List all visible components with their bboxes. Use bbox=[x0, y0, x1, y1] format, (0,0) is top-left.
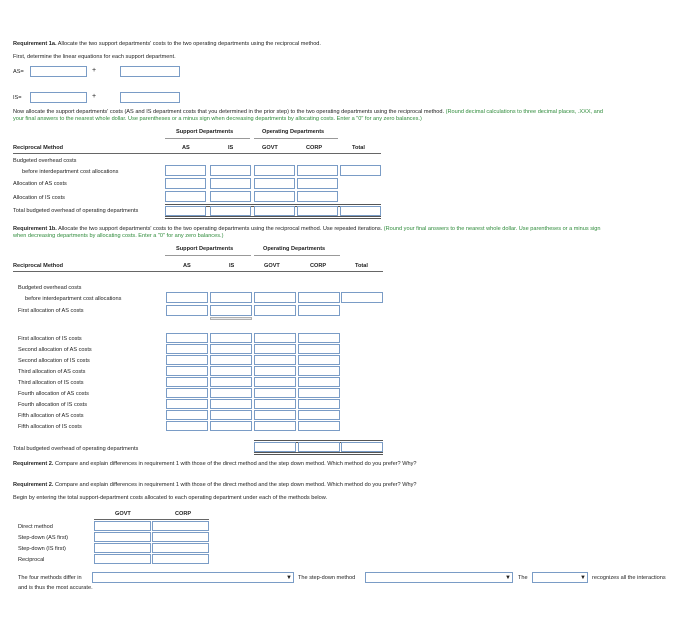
req1b-as-allocation-input[interactable] bbox=[166, 333, 208, 343]
req1a-as-total-input[interactable] bbox=[165, 206, 206, 216]
req1b-method-header: Reciprocal Method bbox=[13, 263, 64, 269]
req1b-title-text: Allocate the two support departments' costs to the two operating departments using the reciprocal method. Use repeated iterations. bbox=[58, 226, 383, 232]
req1a-govt-alloc-as-input[interactable] bbox=[254, 178, 295, 189]
req1a-row-label: Allocation of AS costs bbox=[13, 181, 67, 187]
req2a-heading bbox=[13, 461, 417, 468]
req1a-is-alloc-is-input[interactable] bbox=[210, 191, 251, 202]
req1a-rounding-note-2: your final answers to the nearest whole dollar. Use parentheses or a minus sign when decreasing departments by allocating costs. Enter a "0" for any zero balances.) bbox=[13, 116, 422, 122]
methods-differ-dropdown[interactable] bbox=[92, 572, 294, 583]
req1a-col-is: IS bbox=[228, 145, 234, 151]
req1b-as-allocation-input[interactable] bbox=[166, 399, 208, 409]
req2b-direct-govt-input[interactable] bbox=[94, 521, 151, 531]
req1a-title-text: Allocate the two support departments' costs to the two operating departments using the reciprocal method. bbox=[57, 41, 321, 47]
req1b-total-label: Total budgeted overhead of operating departments bbox=[13, 446, 139, 452]
req2b-row-label: Direct method bbox=[18, 524, 53, 530]
req1b-as-allocation-input[interactable] bbox=[166, 421, 208, 431]
chevron-down-icon: ▼ bbox=[286, 575, 292, 581]
req1a-title: Requirement 1a. bbox=[13, 41, 57, 47]
as-equation-label: AS= bbox=[13, 69, 24, 75]
req1a-operating-departments-header: Operating Departments bbox=[262, 129, 325, 135]
req1b-is-allocation-input[interactable] bbox=[210, 421, 252, 431]
req1b-govt-first-as-input[interactable] bbox=[254, 305, 296, 316]
req1b-rounding-note-2: when decreasing departments by allocating costs. Enter a "0" for any zero balances.) bbox=[13, 233, 224, 239]
req1b-corp-allocation-input[interactable] bbox=[298, 377, 340, 387]
req1b-is-allocation-input[interactable] bbox=[210, 399, 252, 409]
req1a-header-rule bbox=[13, 153, 381, 154]
req1b-total-budgeted-input[interactable] bbox=[341, 292, 383, 303]
step-down-dropdown[interactable] bbox=[365, 572, 513, 583]
req2b-stepis-govt-input[interactable] bbox=[94, 543, 151, 553]
req2a-text: Compare and explain differences in requirement 1 with those of the direct method and the step down method. Which method do you prefer? Why? bbox=[54, 461, 417, 467]
req1b-govt-budgeted-input[interactable] bbox=[254, 292, 296, 303]
req1b-corp-allocation-input[interactable] bbox=[298, 366, 340, 376]
req1a-intro: First, determine the linear equations for each support department. bbox=[13, 54, 176, 60]
req2a-title: Requirement 2. bbox=[13, 461, 54, 467]
req2b-direct-corp-input[interactable] bbox=[152, 521, 209, 531]
req1b-govt-allocation-input[interactable] bbox=[254, 377, 296, 387]
req1b-as-allocation-input[interactable] bbox=[166, 355, 208, 365]
req1b-is-allocation-input[interactable] bbox=[210, 366, 252, 376]
as-equation-input-2[interactable] bbox=[120, 66, 180, 77]
req1b-operating-underline bbox=[254, 255, 340, 256]
req1b-is-allocation-input[interactable] bbox=[210, 344, 252, 354]
as-equation-input-1[interactable] bbox=[30, 66, 87, 77]
req1a-col-total: Total bbox=[352, 145, 365, 151]
req1a-corp-alloc-as-input[interactable] bbox=[297, 178, 338, 189]
req1a-support-underline bbox=[165, 138, 250, 139]
req1b-is-allocation-input[interactable] bbox=[210, 355, 252, 365]
req1b-govt-allocation-input[interactable] bbox=[254, 355, 296, 365]
req1a-method-header: Reciprocal Method bbox=[13, 145, 64, 151]
req1b-corp-allocation-input[interactable] bbox=[298, 344, 340, 354]
req1a-support-departments-header: Support Departments bbox=[176, 129, 234, 135]
req1b-rounding-note: (Round your final answers to the nearest whole dollar. Use parentheses or a minus sign bbox=[383, 226, 601, 232]
req1a-col-govt: GOVT bbox=[262, 145, 278, 151]
req2b-sentence-start: The four methods differ in bbox=[18, 575, 82, 581]
req1b-row-label: First allocation of AS costs bbox=[18, 308, 84, 314]
req1b-corp-budgeted-input[interactable] bbox=[298, 292, 340, 303]
req1a-instructions-text: Now allocate the support departments' costs (AS and IS department costs that you determined in the prior step) to the two operating departments using the reciprocal method. bbox=[13, 109, 445, 115]
req1a-instructions bbox=[13, 109, 603, 116]
req1a-row-label: before interdepartment cost allocations bbox=[22, 169, 119, 175]
req1a-corp-alloc-is-input[interactable] bbox=[297, 191, 338, 202]
req1b-as-first-as-input[interactable] bbox=[166, 305, 208, 316]
req2b-col-govt: GOVT bbox=[115, 511, 131, 517]
req1b-header-rule bbox=[13, 271, 383, 272]
req1b-as-budgeted-input[interactable] bbox=[166, 292, 208, 303]
req1b-govt-allocation-input[interactable] bbox=[254, 421, 296, 431]
req1b-col-corp: CORP bbox=[310, 263, 327, 269]
req1a-as-budgeted-input[interactable] bbox=[165, 165, 206, 176]
req2b-text: Compare and explain differences in requirement 1 with those of the direct method and the step down method. Which method do you prefer? Why? bbox=[54, 482, 417, 488]
req1b-govt-allocation-input[interactable] bbox=[254, 366, 296, 376]
req1b-as-allocation-input[interactable] bbox=[166, 410, 208, 420]
req2b-stepas-govt-input[interactable] bbox=[94, 532, 151, 542]
req1a-as-alloc-is-input[interactable] bbox=[165, 191, 206, 202]
req2b-recip-govt-input[interactable] bbox=[94, 554, 151, 564]
req1b-govt-allocation-input[interactable] bbox=[254, 410, 296, 420]
req2b-step-down-label: The step-down method bbox=[298, 575, 356, 581]
req1b-row-label: before interdepartment cost allocations bbox=[25, 296, 122, 302]
req1a-total-budgeted-input[interactable] bbox=[340, 165, 381, 176]
req1a-col-as: AS bbox=[182, 145, 190, 151]
req1b-title: Requirement 1b. bbox=[13, 226, 57, 232]
req1b-is-allocation-input[interactable] bbox=[210, 410, 252, 420]
req1b-row-label: Fifth allocation of AS costs bbox=[18, 413, 84, 419]
req1b-corp-allocation-input[interactable] bbox=[298, 421, 340, 431]
req2b-row-label: Reciprocal bbox=[18, 557, 45, 563]
req1b-corp-total-input[interactable] bbox=[298, 442, 340, 452]
chevron-down-icon: ▼ bbox=[580, 575, 586, 581]
req1a-corp-budgeted-input[interactable] bbox=[297, 165, 338, 176]
req1b-col-is: IS bbox=[229, 263, 235, 269]
is-equation-input-2[interactable] bbox=[120, 92, 180, 103]
req1a-govt-budgeted-input[interactable] bbox=[254, 165, 295, 176]
req1a-col-corp: CORP bbox=[306, 145, 323, 151]
req1a-corp-total-input[interactable] bbox=[297, 206, 338, 216]
req1b-row-label: Fourth allocation of IS costs bbox=[18, 402, 88, 408]
req1b-total-total-input[interactable] bbox=[341, 442, 383, 452]
req1b-is-first-as-input[interactable] bbox=[210, 305, 252, 316]
req1a-govt-alloc-is-input[interactable] bbox=[254, 191, 295, 202]
req1b-as-allocation-input[interactable] bbox=[166, 344, 208, 354]
req1b-govt-allocation-input[interactable] bbox=[254, 399, 296, 409]
req1a-rounding-note: (Round decimal calculations to three decimal places, .XXX, and bbox=[445, 109, 603, 115]
req2b-title: Requirement 2. bbox=[13, 482, 54, 488]
req1b-govt-allocation-input[interactable] bbox=[254, 388, 296, 398]
req1b-govt-allocation-input[interactable] bbox=[254, 344, 296, 354]
req1b-corp-allocation-input[interactable] bbox=[298, 355, 340, 365]
req2b-header-rule bbox=[94, 519, 209, 520]
req1b-row-label: Second allocation of AS costs bbox=[18, 347, 92, 353]
req2b-recognizes-label: recognizes all the interactions bbox=[592, 575, 666, 581]
req1b-heading bbox=[13, 226, 601, 233]
req2b-intro: Begin by entering the total support-department costs allocated to each operating department under each of the methods below. bbox=[13, 495, 328, 501]
req1a-double-underline bbox=[165, 216, 381, 219]
req1b-row-label: Third allocation of IS costs bbox=[18, 380, 84, 386]
req1a-govt-total-input[interactable] bbox=[254, 206, 295, 216]
req1a-row-label: Allocation of IS costs bbox=[13, 195, 65, 201]
req2b-stepis-corp-input[interactable] bbox=[152, 543, 209, 553]
req1b-is-subtotal-bar bbox=[210, 317, 252, 320]
req1b-is-budgeted-input[interactable] bbox=[210, 292, 252, 303]
req1b-as-allocation-input[interactable] bbox=[166, 366, 208, 376]
req2b-the-label: The bbox=[518, 575, 528, 581]
req1a-operating-underline bbox=[254, 138, 338, 139]
req2b-col-corp: CORP bbox=[175, 511, 192, 517]
req1b-govt-allocation-input[interactable] bbox=[254, 333, 296, 343]
req1b-row-label: Second allocation of IS costs bbox=[18, 358, 90, 364]
req1b-col-govt: GOVT bbox=[264, 263, 280, 269]
as-plus-sign: + bbox=[92, 67, 97, 74]
req1b-is-allocation-input[interactable] bbox=[210, 377, 252, 387]
is-plus-sign: + bbox=[92, 93, 97, 100]
req1b-corp-allocation-input[interactable] bbox=[298, 333, 340, 343]
is-equation-label: IS= bbox=[13, 95, 22, 101]
req1b-govt-total-input[interactable] bbox=[254, 442, 296, 452]
req1b-row-label: First allocation of IS costs bbox=[18, 336, 82, 342]
chevron-down-icon: ▼ bbox=[505, 575, 511, 581]
method-choice-dropdown[interactable] bbox=[532, 572, 588, 583]
req1a-row-label: Budgeted overhead costs bbox=[13, 158, 77, 164]
req1b-corp-first-as-input[interactable] bbox=[298, 305, 340, 316]
req1b-corp-allocation-input[interactable] bbox=[298, 399, 340, 409]
req1b-row-label: Budgeted overhead costs bbox=[18, 285, 82, 291]
req1b-row-label: Fifth allocation of IS costs bbox=[18, 424, 82, 430]
req2b-row-label: Step-down (AS first) bbox=[18, 535, 69, 541]
req1b-col-total: Total bbox=[355, 263, 368, 269]
req1a-heading bbox=[13, 41, 321, 48]
req1b-corp-allocation-input[interactable] bbox=[298, 410, 340, 420]
req1b-corp-allocation-input[interactable] bbox=[298, 388, 340, 398]
req1b-as-allocation-input[interactable] bbox=[166, 388, 208, 398]
req1b-as-allocation-input[interactable] bbox=[166, 377, 208, 387]
req1a-as-alloc-as-input[interactable] bbox=[165, 178, 206, 189]
req2b-heading bbox=[13, 482, 417, 489]
req1b-is-allocation-input[interactable] bbox=[210, 388, 252, 398]
req1a-is-total-input[interactable] bbox=[210, 206, 251, 216]
req2b-sentence-end: and is thus the most accurate. bbox=[18, 585, 93, 591]
req1b-row-label: Fourth allocation of AS costs bbox=[18, 391, 89, 397]
req1b-row-label: Third allocation of AS costs bbox=[18, 369, 86, 375]
req1b-operating-departments-header: Operating Departments bbox=[263, 246, 326, 252]
req2b-row-label: Step-down (IS first) bbox=[18, 546, 66, 552]
req1b-double-underline bbox=[254, 452, 383, 455]
req2b-stepas-corp-input[interactable] bbox=[152, 532, 209, 542]
req1a-is-budgeted-input[interactable] bbox=[210, 165, 251, 176]
req2b-recip-corp-input[interactable] bbox=[152, 554, 209, 564]
req1a-total-total-input[interactable] bbox=[340, 206, 381, 216]
req1b-is-allocation-input[interactable] bbox=[210, 333, 252, 343]
req1a-is-alloc-as-input[interactable] bbox=[210, 178, 251, 189]
req1a-row-label: Total budgeted overhead of operating departments bbox=[13, 208, 139, 214]
req1b-col-as: AS bbox=[183, 263, 191, 269]
req1b-support-departments-header: Support Departments bbox=[176, 246, 234, 252]
req1b-support-underline bbox=[165, 255, 251, 256]
is-equation-input-1[interactable] bbox=[30, 92, 87, 103]
